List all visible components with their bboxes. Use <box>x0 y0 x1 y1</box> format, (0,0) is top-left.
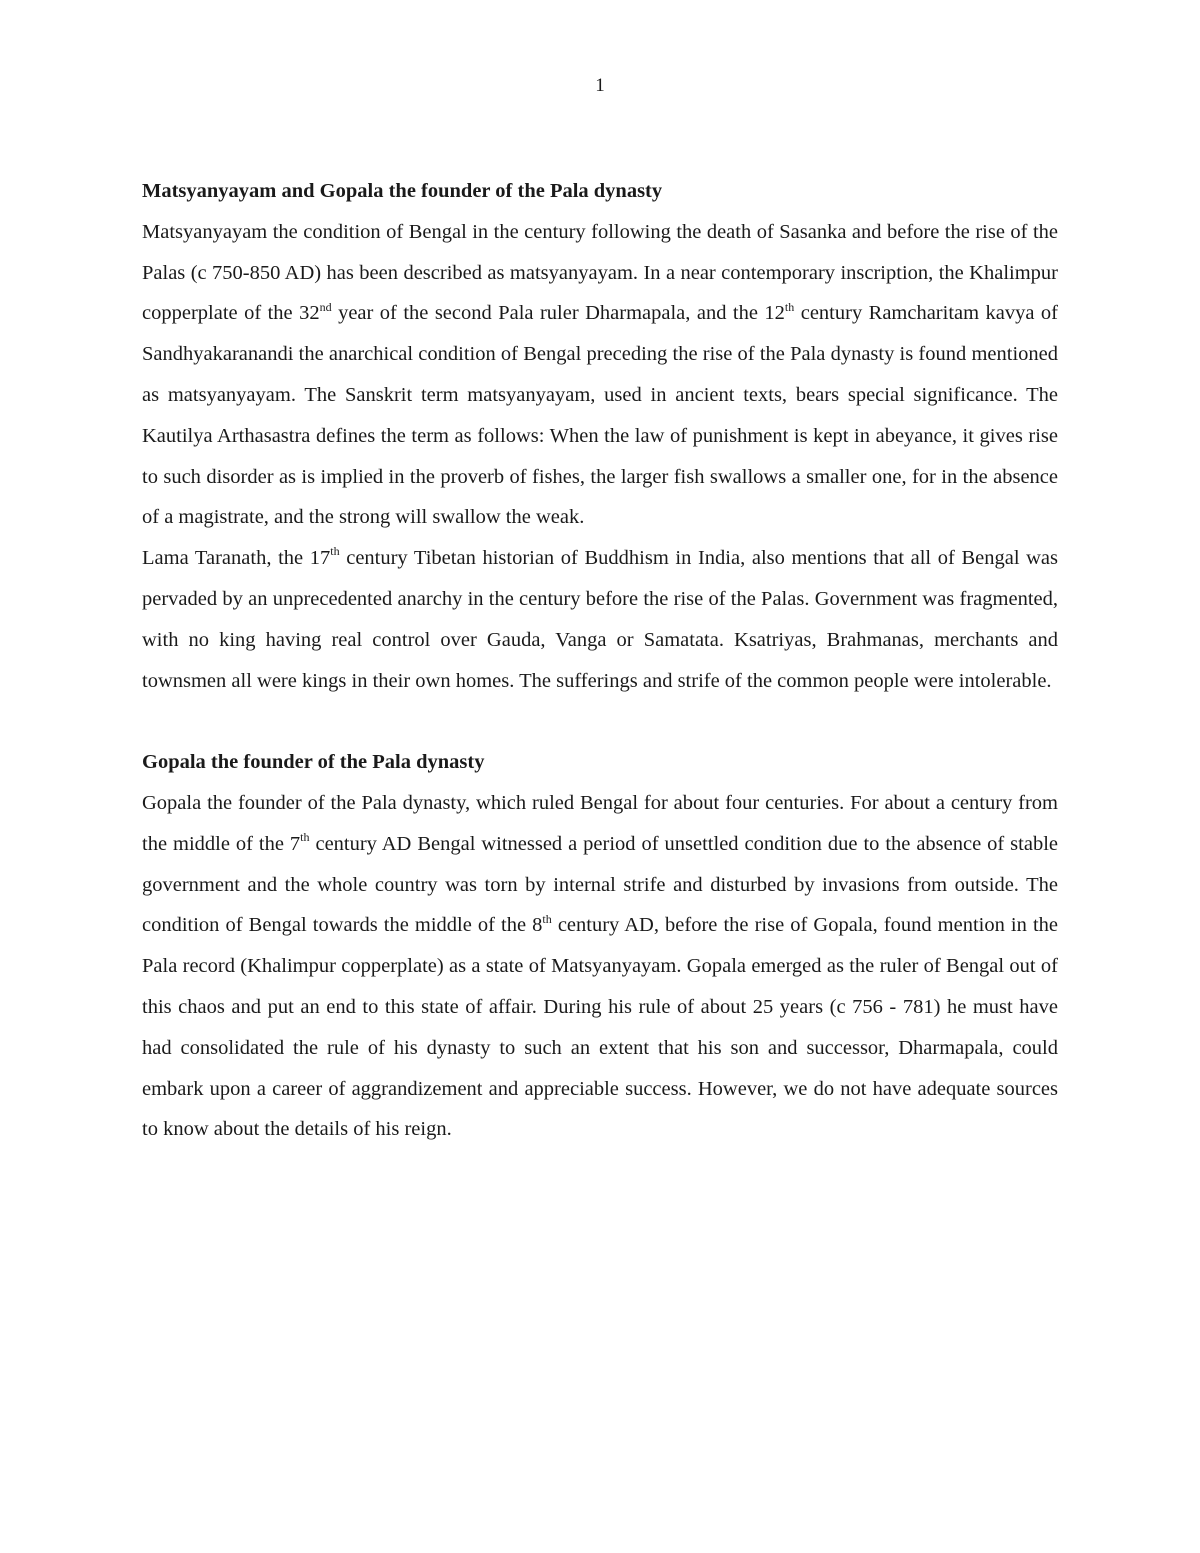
superscript: th <box>300 829 310 844</box>
superscript: th <box>330 544 340 559</box>
text-run: century AD Bengal witnessed a period of unsettled condition due to the absence of stable government and the whole country was torn by internal strife and disturbed by invasions from outside. The condition of Bengal towards the middle of the 8 <box>142 832 1059 937</box>
blank-line <box>142 701 1058 742</box>
text-run: Matsyanyayam the condition of Bengal in the century following the death of Sasanka and before the rise of the Palas (c 750-850 AD) has been described as matsyanyayam. In a near contemporary inscription, the Khalimpur copperplate of the 32 <box>142 220 1058 325</box>
paragraph-matsyanyayam-definition <box>142 212 1058 538</box>
paragraph-lama-taranath <box>142 538 1058 701</box>
text-run: century Tibetan historian of Buddhism in India, also mentions that all of Bengal was pervaded by an unprecedented anarchy in the century before the rise of the Palas. Government was fragmented, with no king having real control over Gauda, Vanga or Samatata. Ksatriyas, Brahmanas, merchants and townsmen all were kings in their own homes. The sufferings and strife of the common people were intolerable. <box>142 547 1059 692</box>
text-run: Lama Taranath, the 17 <box>142 547 331 570</box>
superscript: th <box>784 299 795 314</box>
section-heading-matsyanyayam: Matsyanyayam and Gopala the founder of the Pala dynasty <box>142 180 663 202</box>
text-run: century Ramcharitam kavya of Sandhyakaranandi the anarchical condition of Bengal preceding the rise of the Pala dynasty is found mentioned as matsyanyayam. The Sanskrit term matsyanyayam, used in ancient texts, bears special significance. The Kautilya Arthasastra defines the term as follows: When the law of punishment is kept in abeyance, it gives rise to such disorder as is implied in the proverb of fishes, the larger fish swallows a smaller one, for in the absence of a magistrate, and the strong will swallow the weak. <box>142 302 1059 529</box>
page-number: 1 <box>595 75 605 96</box>
superscript: th <box>542 911 552 926</box>
text-run: year of the second Pala ruler Dharmapala, and the 12 <box>331 302 785 325</box>
text-run: Gopala the founder of the Pala dynasty, which ruled Bengal for about four centuries. For about a century from the middle of the 7 <box>142 791 1058 855</box>
text-run: century AD, before the rise of Gopala, found mention in the Pala record (Khalimpur copperplate) as a state of Matsyanyayam. Gopala emerged as the ruler of Bengal out of this chaos and put an end to this state of affair. During his rule of about 25 years (c 756 - 781) he must have had consolidated the rule of his dynasty to such an extent that his son and successor, Dharmapala, could embark upon a career of aggrandizement and appreciable success. However, we do not have adequate sources to know about the details of his reign. <box>142 914 1058 1141</box>
paragraph-gopala <box>142 783 1058 1150</box>
document-body <box>142 171 1058 1150</box>
superscript: nd <box>319 299 332 314</box>
section-heading-gopala: Gopala the founder of the Pala dynasty <box>142 751 485 774</box>
